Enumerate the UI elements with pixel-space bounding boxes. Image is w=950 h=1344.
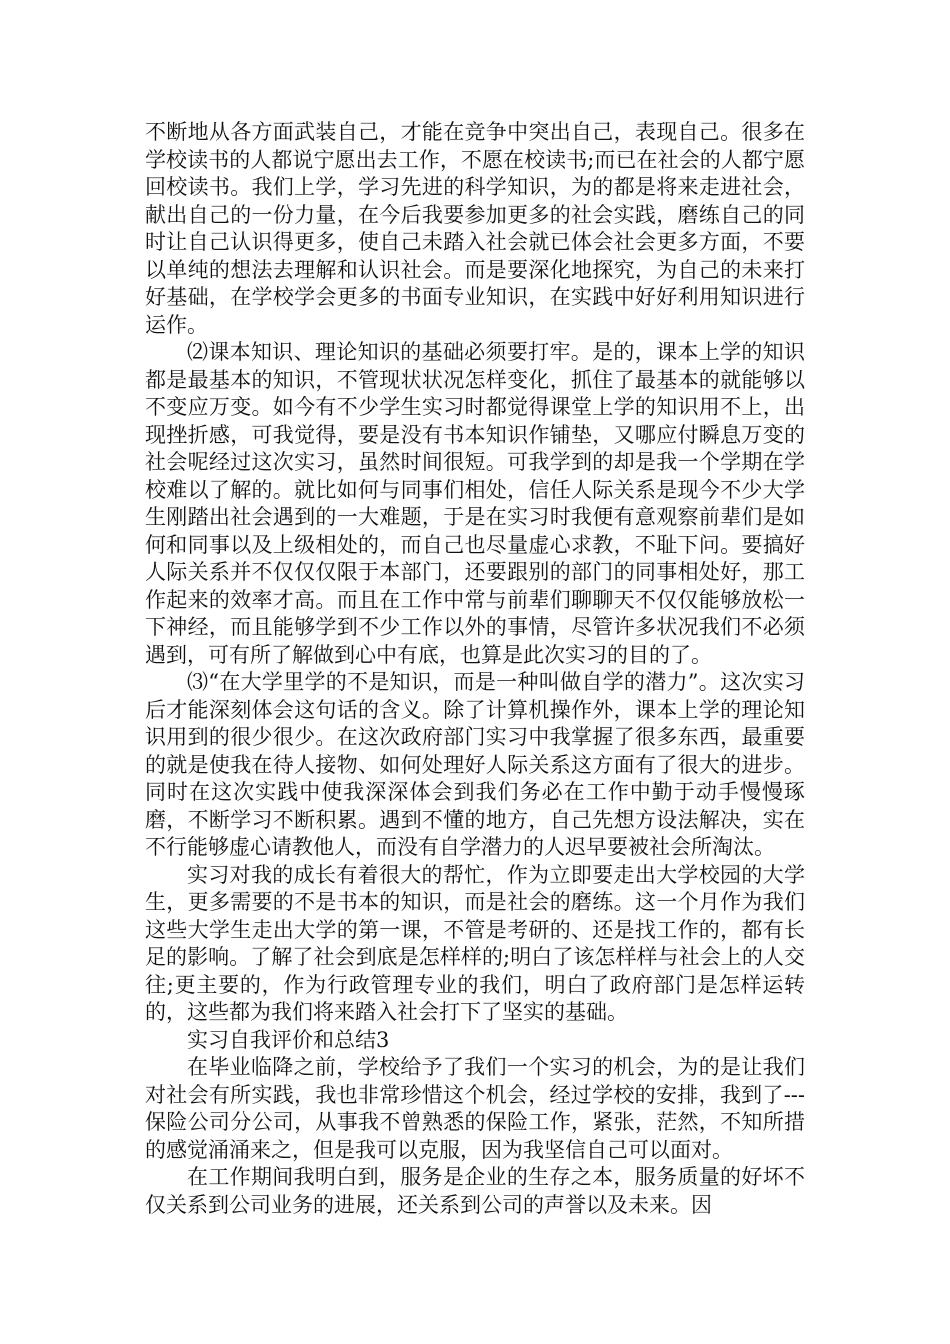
paragraph-summary: 实习对我的成长有着很大的帮忙，作为立即要走出大学校园的大学生，更多需要的不是书本的知识，而是社会的磨练。这一个月作为我们这些大学生走出大学的第一课，不管是考研的、还是找工作的，都有长足的影响。了解了社会到底是怎样样的;明白了该怎样样与社会上的人交往;更主要的，作为行政管理专业的我们，明白了政府部门是怎样运转的，这些都为我们将来踏入社会打下了坚实的基础。: [145, 862, 805, 1024]
section-heading: 实习自我评价和总结3: [187, 1027, 390, 1052]
paragraph-point-2: ⑵课本知识、理论知识的基础必须要打牢。是的，课本上学的知识都是最基本的知识，不管现状状况怎样变化，抓住了最基本的就能够以不变应万变。如今有不少学生实习时都觉得课堂上学的知识用不上，出现挫折感，可我觉得，要是没有书本知识作铺垫，又哪应付瞬息万变的社会呢经过这次实习，虽然时间很短。可我学到的却是我一个学期在学校难以了解的。就比如何与同事们相处，信任人际关系是现今不少大学生刚踏出社会遇到的一大难题，于是在实习时我便有意观察前辈们是如何和同事以及上级相处的，而自己也尽量虚心求教，不耻下问。要搞好人际关系并不仅仅仅限于本部门，还要跟别的部门的同事相处好，那工作起来的效率才高。而且在工作中常与前辈们聊聊天不仅仅能够放松一下神经，而且能够学到不少工作以外的事情，尽管许多状况我们不必须遇到，可有所了解做到心中有底，也算是此次实习的目的了。: [145, 340, 805, 667]
paragraph-continuation: 不断地从各方面武装自己，才能在竞争中突出自己，表现自己。很多在学校读书的人都说宁愿出去工作，不愿在校读书;而已在社会的人都宁愿回校读书。我们上学，学习先进的科学知识，为的都是将来走进社会，献出自己的一份力量，在今后我要参加更多的社会实践，磨练自己的同时让自己认识得更多，使自己未踏入社会就已体会社会更多方面，不要以单纯的想法去理解和认识社会。而是要深化地探究，为自己的未来打好基础，在学校学会更多的书面专业知识，在实践中好好利用知识进行运作。: [145, 120, 805, 337]
paragraph-point-3: ⑶“在大学里学的不是知识，而是一种叫做自学的潜力”。这次实习后才能深刻体会这句话的含义。除了计算机操作外，课本上学的理论知识用到的很少很少。在这次政府部门实习中我掌握了很多东西，最重要的就是使我在待人接物、如何处理好人际关系这方面有了很大的进步。同时在这次实践中使我深深体会到我们务必在工作中勤于动手慢慢琢磨，不断学习不断积累。遇到不懂的地方，自己先想方设法解决，实在不行能够虚心请教他人，而没有自学潜力的人迟早要被社会所淘汰。: [145, 670, 805, 859]
paragraph-intro: 在毕业临降之前，学校给予了我们一个实习的机会，为的是让我们对社会有所实践，我也非常珍惜这个机会，经过学校的安排，我到了---保险公司分公司，从事我不曾熟悉的保险工作，紧张，茫然，不知所措的感觉涌涌来之，但是我可以克服，因为我坚信自己可以面对。: [145, 1055, 805, 1162]
paragraph-work-period: 在工作期间我明白到，服务是企业的生存之本，服务质量的好坏不仅关系到公司业务的进展，还关系到公司的声誉以及未来。因: [145, 1165, 805, 1217]
document-page: [145, 119, 805, 1219]
